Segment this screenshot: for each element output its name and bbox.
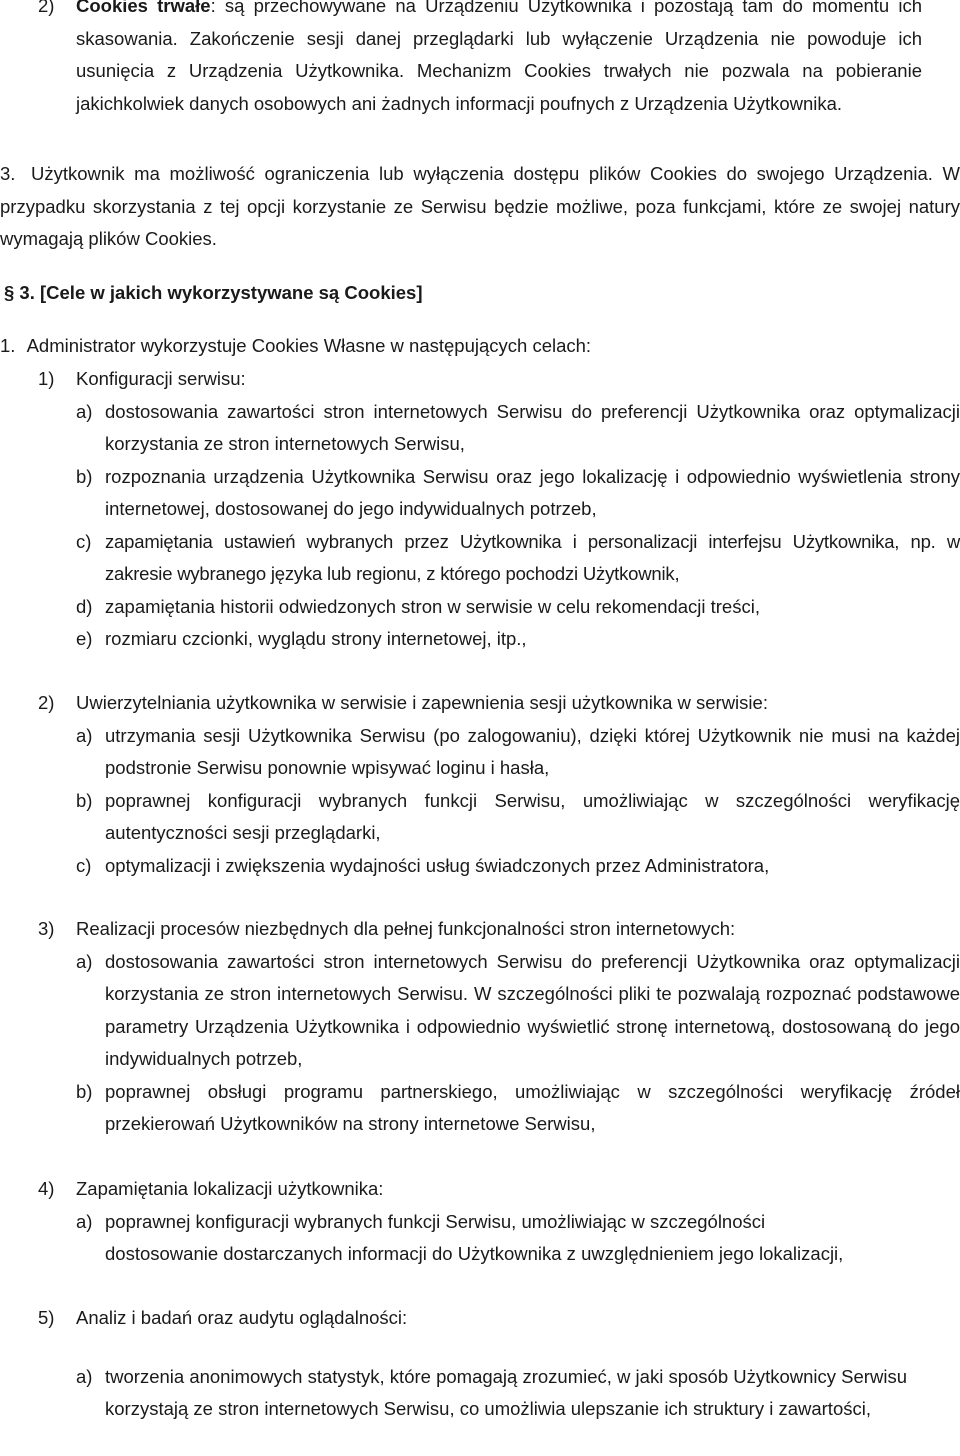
sub-item: b) rozpoznania urządzenia Użytkownika Serwisu oraz jego lokalizację i odpowiednio wyświetlenia strony internetowej, dostosowanej do jego indywidualnych potrzeb,: [76, 465, 960, 519]
term-bold: Cookies trwałe: [76, 0, 211, 16]
sub-item: b) poprawnej konfiguracji wybranych funkcji Serwisu, umożliwiając w szczególności weryfikację autentyczności sesji przeglądarki,: [76, 789, 960, 843]
group-number: 2): [38, 692, 55, 713]
sub-item: a) dostosowania zawartości stron internetowych Serwisu do preferencji Użytkownika oraz optymalizacji korzystania ze stron internetowych Serwisu. W szczególności pliki te pozwalają rozpoznać podstawowe parametry Urządzenia Użytkownika i odpowiednio wyświetlić stronę internetową, dostosowaną do jego indywidualnych potrzeb,: [76, 950, 960, 1069]
intro-text: Administrator wykorzystuje Cookies Własne w następujących celach:: [26, 335, 592, 356]
paragraph-text: Użytkownik ma możliwość ograniczenia lub wyłączenia dostępu plików Cookies do swojego Urządzenia. W przypadku skorzystania z tej opcji korzystanie ze Serwisu będzie możliwe, poza funkcjami, które ze swojej natury wymagają plików Cookies.: [0, 163, 960, 249]
group-number: 3): [38, 918, 55, 939]
group-number: 1): [38, 368, 55, 389]
list-number: 3.: [0, 163, 16, 184]
purpose-group-2: [38, 687, 960, 882]
intro-line: [0, 330, 591, 363]
group-number: 4): [38, 1178, 55, 1199]
paragraph-text: : są przechowywane na Urządzeniu Użytkownika i pozostają tam do momentu ich skasowania. Zakończenie sesji danej przeglądarki lub wyłączenie Urządzenia nie powoduje ich usunięcia z Urządzenia Użytkownika. Mechanizm Cookies trwałych nie pozwala na pobieranie jakichkolwiek danych osobowych ani żadnych informacji poufnych z Urządzenia Użytkownika.: [76, 0, 922, 114]
sub-item: a) poprawnej konfiguracji wybranych funkcji Serwisu, umożliwiając w szczególności dostosowanie dostarczanych informacji do Użytkownika z uwzględnieniem jego lokalizacji,: [76, 1210, 844, 1264]
sub-item: a) dostosowania zawartości stron internetowych Serwisu do preferencji Użytkownika oraz optymalizacji korzystania ze stron internetowych Serwisu,: [76, 400, 960, 454]
purpose-group-3: [38, 913, 960, 1141]
sub-item: a) utrzymania sesji Użytkownika Serwisu (po zalogowaniu), dzięki której Użytkownik nie musi na każdej podstronie Serwisu ponownie wpisywać loginu i hasła,: [76, 724, 960, 778]
group-title: Zapamiętania lokalizacji użytkownika:: [76, 1178, 384, 1199]
group-title: Konfiguracji serwisu:: [76, 368, 246, 389]
group-title: Analiz i badań oraz audytu oglądalności:: [76, 1307, 408, 1328]
sub-item: e) rozmiaru czcionki, wyglądu strony internetowej, itp.,: [76, 628, 527, 649]
paragraph-persistent-cookies: [38, 0, 960, 120]
purpose-group-1: [38, 363, 960, 656]
purpose-group-4: [38, 1173, 960, 1271]
purpose-group-5: [38, 1302, 960, 1426]
section-heading: § 3. [Cele w jakich wykorzystywane są Cookies]: [4, 282, 423, 303]
sub-item: d) zapamiętania historii odwiedzonych stron w serwisie w celu rekomendacji treści,: [76, 595, 760, 617]
sub-item: c) optymalizacji i zwiększenia wydajności usług świadczonych przez Administratora,: [76, 854, 770, 876]
paragraph-user-option: [0, 158, 960, 256]
group-title: Realizacji procesów niezbędnych dla pełnej funkcjonalności stron internetowych:: [76, 918, 736, 939]
list-number: 1.: [0, 335, 16, 356]
list-number: 2): [38, 0, 55, 16]
sub-item: b) poprawnej obsługi programu partnerskiego, umożliwiając w szczególności weryfikację źródeł przekierowań Użytkowników na strony internetowe Serwisu,: [76, 1080, 960, 1134]
group-number: 5): [38, 1307, 55, 1328]
group-title: Uwierzytelniania użytkownika w serwisie i zapewnienia sesji użytkownika w serwisie:: [76, 692, 768, 713]
sub-item: a) tworzenia anonimowych statystyk, które pomagają zrozumieć, w jaki sposób Użytkownicy Serwisu korzystają ze stron internetowych Serwisu, co umożliwia ulepszanie ich struktury i zawartości,: [76, 1365, 907, 1419]
sub-item: c) zapamiętania ustawień wybranych przez Użytkownika i personalizacji interfejsu Użytkownika, np. w zakresie wybranego języka lub regionu, z którego pochodzi Użytkownik,: [76, 530, 960, 584]
